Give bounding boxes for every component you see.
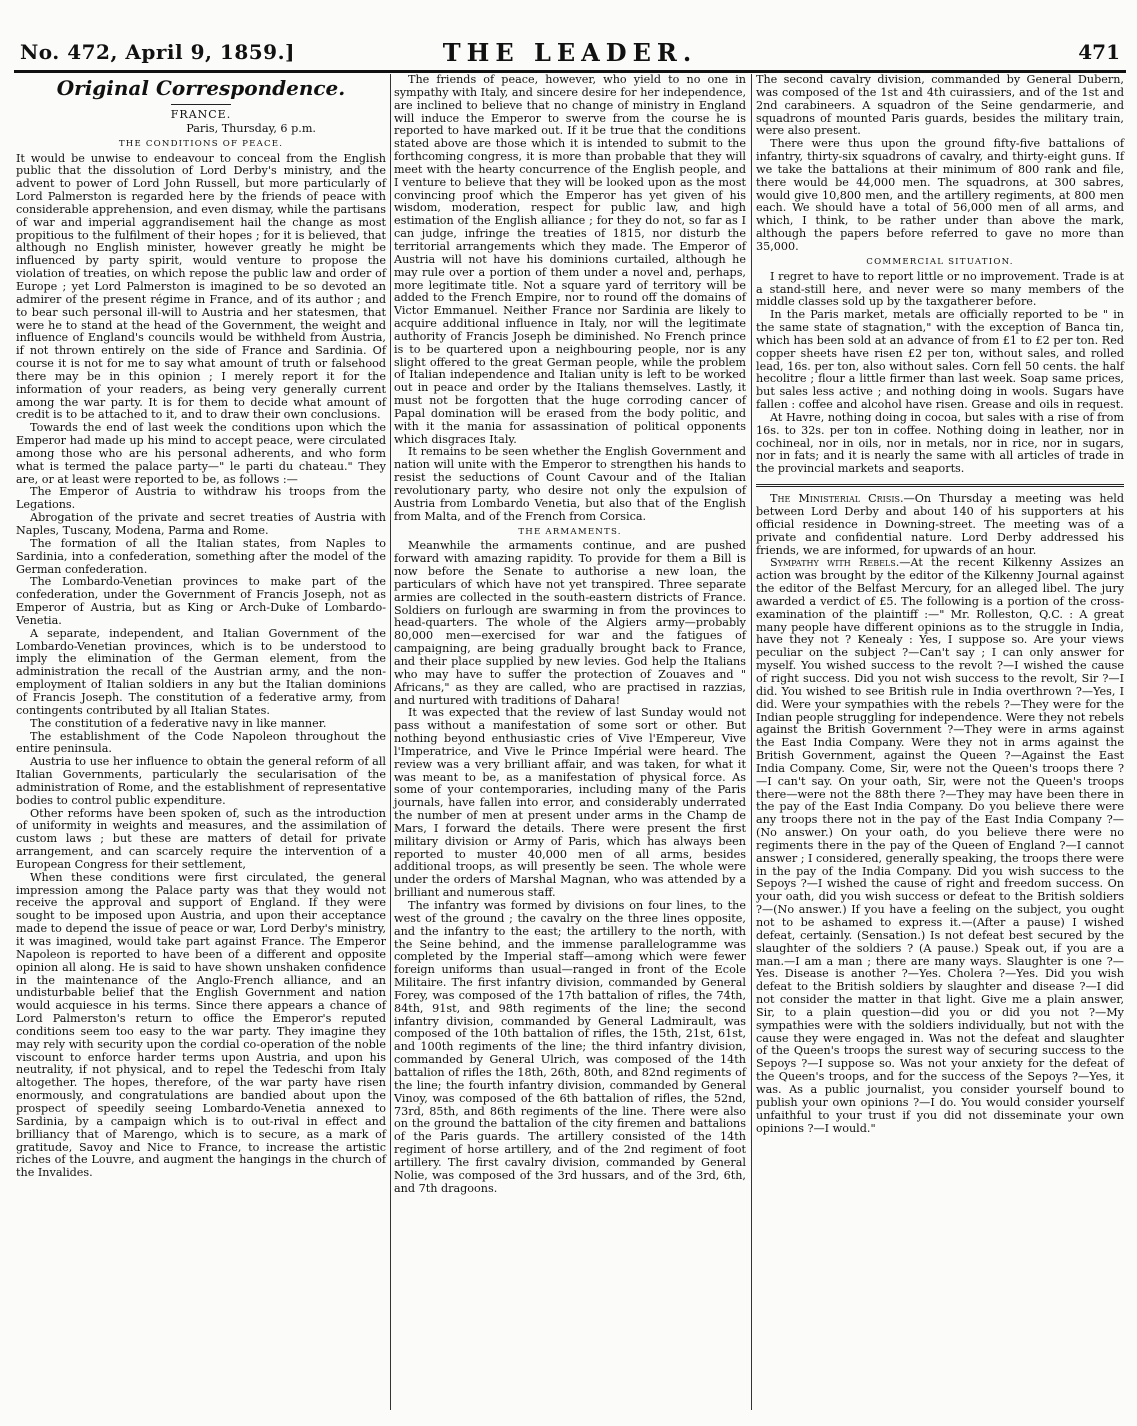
- column-2: [394, 74, 746, 1414]
- issue-line: No. 472, April 9, 1859.]: [20, 40, 295, 64]
- item-runin: The Ministerial Crisis.: [770, 492, 904, 506]
- paragraph: It remains to be seen whether the English Government and nation will unite with the Emperor to strengthen his hands to resist the seductions of Count Cavour and of the Italian revolutionary party, who desire not only the expulsion of Austria from Lombardo Venetia, but also that of the English from Malta, and of the French from Corsica.: [394, 445, 746, 523]
- dateline: Paris, Thursday, 6 p.m.: [186, 121, 316, 135]
- paragraph: Abrogation of the private and secret treaties of Austria with Naples, Tuscany, Modena, Parma and Rome.: [16, 511, 386, 537]
- paragraph: A separate, independent, and Italian Government of the Lombardo-Venetian provinces, which is to be understood to imply the elimination of the German element, from the administration the recall of the Austrian army, and the non-employment of Italian soldiers in any but the Italian dominions of Francis Joseph. The constitution of a federative army, from contingents contributed by all Italian States.: [16, 626, 386, 717]
- masthead: [10, 38, 1130, 72]
- column-1: [16, 74, 386, 1414]
- section-divider: [756, 484, 1124, 487]
- paragraph: There were thus upon the ground fifty-five battalions of infantry, thirty-six squadrons of cavalry, and thirty-eight guns. If we take the battalions at their minimum of 800 rank and file, there would be 44,000 men. The squadrons, at 300 sabres, would give 10,800 men, and the artillery regiments, at 800 men each. We should have a total of 56,000 men of all arms, and which, I think, to be rather under than above the mark, although the papers before referred to gave no more than 35,000.: [756, 137, 1124, 253]
- paragraph: In the Paris market, metals are officially reported to be " in the same state of stagnation," with the exception of Banca tin, which has been sold at an advance of from £1 to £2 per ton. Red copper sheets have risen £2 per ton, without sales, and rolled lead, 16s. per ton, also without sales. Corn fell 50 cents. the half hecolitre ; flour a little firmer than last week. Soap same prices, but sales less active ; and nothing doing in wools. Sugars have fallen : coffee and alcohol have risen. Grease and oils in request.: [756, 308, 1124, 412]
- paragraph: When these conditions were first circulated, the general impression among the Palace party was that they would not receive the approval and support of England. If they were sought to be imposed upon Austria, and upon their acceptance made to depend the issue of peace or war, Lord Derby's ministry, it was imagined, would take part against France. The Emperor Napoleon is reported to have been of a different and opposite opinion all along. He is said to have shown unshaken confidence in the maintenance of the Anglo-French alliance, and an undisturbable belief that the English Government and nation would acquiesce in his terms. Since there appears a chance of Lord Palmerston's return to office the Emperor's reputed conditions seem too easy to the war party. They imagine they may rely with security upon the cordial co-operation of the noble viscount to enforce harder terms upon Austria, and upon his neutrality, if not physical, and to repel the Tedeschi from Italy altogether. The hopes, therefore, of the war party have risen enormously, and congratulations are bandied about upon the prospect of speedily seeing Lombardo-Venetia annexed to Sardinia, by a campaign which is to out-rival in effect and brilliancy that of Marengo, which is to secure, as a mark of gratitude, Savoy and Nice to France, to increase the artistic riches of the Louvre, and augment the hangings in the church of the Invalides.: [16, 870, 386, 1180]
- news-item: [756, 493, 1124, 557]
- article-subhead: THE ARMAMENTS.: [518, 526, 622, 537]
- paragraph: The friends of peace, however, who yield to no one in sympathy with Italy, and sincere desire for her independence, are inclined to believe that no change of ministry in England will induce the Emperor to swerve from the course he is reported to have marked out. If it be true that the conditions stated above are those which it is intended to submit to the forthcoming congress, it is more than probable that they will meet with the hearty concurrence of the English people, and I venture to believe that they will be looked upon as the most convincing proof which the Emperor has yet given of his wisdom, moderation, respect for public law, and high estimation of the English alliance ; for they do not, so far as I can judge, infringe the treaties of 1815, nor disturb the territorial arrangements which they made. The Emperor of Austria will not have his dominions curtailed, although he may rule over a portion of them under a novel and, perhaps, more legitimate title. Not a square yard of territory will be added to the French Empire, nor to round off the domains of Victor Emmanuel. Neither France nor Sardinia are likely to acquire additional influence in Italy, nor will the legitimate authority of Francis Joseph be diminished. No French prince is to be quartered upon a neighbouring people, nor is any slight offered to the great German people, while the problem of Italian independence and Italian unity is left to be worked out in peace and order by the Italians themselves. Lastly, it must not be forgotten that the huge corroding cancer of Papal domination will be erased from the body politic, and with it the mania for assassination of political opponents which disgraces Italy.: [394, 73, 746, 446]
- paragraph: The second cavalry division, commanded by General Dubern, was composed of the 1st and 4th cuirassiers, and of the 1st and 2nd carabineers. A squadron of the Seine gendarmerie, and squadrons of mounted Paris guards, besides the military train, were also present.: [756, 73, 1124, 138]
- paragraph: Towards the end of last week the conditions upon which the Emperor had made up his mind to accept peace, were circulated among those who are his personal adherents, and who form what is termed the palace party—" le parti du chateau." They are, or at least were reported to be, as follows :—: [16, 421, 386, 486]
- paragraph: The establishment of the Code Napoleon throughout the entire peninsula.: [16, 729, 386, 756]
- paragraph: It would be unwise to endeavour to conceal from the English public that the dissolution of Lord Derby's ministry, and the advent to power of Lord John Russell, but more particularly of Lord Palmerston is regarded here by the friends of peace with considerable apprehension, and even dismay, while the partisans of war and imperial aggrandisement hail the change as most propitious to the fulfilment of their hopes ; for it is believed, that although no English minister, however greatly he might be influenced by party spirit, would venture to propose the violation of treaties, on which repose the public law and order of Europe ; yet Lord Palmerston is imagined to be so devoted an admirer of the present régime in France, and of its author ; and to bear such personal ill-will to Austria and her statesmen, that were he to stand at the head of the Government, the weight and influence of England's councils would be withheld from Austria, if not thrown entirely on the side of France and Sardinia. Of course it is not for me to say what amount of truth or falsehood there may be in this opinion ; I merely report it for the information of your readers, as being very generally current among the war party. It is for them to decide what amount of credit is to be attached to it, and to draw their own conclusions.: [16, 151, 386, 422]
- paragraph: Austria to use her influence to obtain the general reform of all Italian Governments, particularly the secularisation of the administration of Rome, and the establishment of representative bodies to control public expenditure.: [16, 755, 386, 807]
- paragraph: At Havre, nothing doing in cocoa, but sales with a rise of from 16s. to 32s. per ton in coffee. Nothing doing in leather, nor in cochineal, nor in oils, nor in metals, nor in rice, nor in sugars, nor in fats; and it is nearly the same with all articles of trade in the provincial markets and seaports.: [756, 410, 1124, 476]
- section-title: Original Correspondence.: [56, 76, 346, 100]
- column-divider: [751, 74, 752, 1410]
- article-subhead: COMMERCIAL SITUATION.: [866, 256, 1014, 267]
- place-heading: FRANCE.: [170, 108, 232, 121]
- paragraph: The constitution of a federative navy in like manner.: [30, 716, 327, 730]
- paragraph: The formation of all the Italian states, from Naples to Sardinia, into a confederation, something after the model of the German confederation.: [16, 536, 386, 576]
- paragraph: Other reforms have been spoken of, such as the introduction of uniformity in weights and measures, and the assimilation of custom laws ; but these are matters of detail for private arrangement, and can scarcely require the intervention of a European Congress for their settlement,: [16, 806, 386, 871]
- news-item: [756, 557, 1124, 1135]
- column-divider: [390, 74, 391, 1410]
- newspaper-title: THE LEADER.: [442, 38, 698, 67]
- column-3: [756, 74, 1124, 1414]
- paragraph: I regret to have to report little or no improvement. Trade is at a stand-still here, and never were so many members of the middle classes sold up by the taxgatherer before.: [756, 269, 1124, 309]
- paragraph: The Emperor of Austria to withdraw his troops from the Legations.: [16, 485, 386, 512]
- divider: [171, 104, 231, 105]
- item-runin: Sympathy with Rebels.: [770, 556, 900, 570]
- paragraph: The Lombardo-Venetian provinces to make part of the confederation, under the Government of Francis Joseph, not as Emperor of Austria, but as King or Arch-Duke of Lombardo-Venetia.: [16, 575, 386, 627]
- paragraph: The infantry was formed by divisions on four lines, to the west of the ground ; the cavalry on the three lines opposite, and the infantry to the east; the artillery to the north, with the Seine behind, and the immense parallelogramme was completed by the Imperial staff—among which were fewer foreign uniforms than usual—ranged in front of the Ecole Militaire. The first infantry division, commanded by General Forey, was composed of the 17th battalion of rifles, the 74th, 84th, 91st, and 98th regiments of the line; the second infantry division, commanded by General Ladmirault, was composed of the 10th battalion of rifles, the 15th, 21st, 61st, and 100th regiments of the line; the third infantry division, commanded by General Ulrich, was composed of the 14th battalion of rifles the 18th, 26th, 80th, and 82nd regiments of the line; the fourth infantry division, commanded by General Vinoy, was composed of the 6th battalion of rifles, the 52nd, 73rd, 85th, and 86th regiments of the line. There were also on the ground the battalion of the city firemen and battalions of the Paris guards. The artillery consisted of the 14th regiment of horse artillery, and of the 2nd regiment of foot artillery. The first cavalry division, commanded by General Nolie, was composed of the 3rd hussars, and of the 3rd, 6th, and 7th dragoons.: [394, 899, 746, 1195]
- item-text: —At the recent Kilkenny Assizes an action was brought by the editor of the Kilkenny Journal against the editor of the Belfast Mercury, for an alleged libel. The jury awarded a verdict of £5. The following is a portion of the cross-examination of the plaintiff :—" Mr. Rolleston, Q.C. : A great many people have different opinions as to the struggle in India, have they not ? Kenealy : Yes, I suppose so. Are your views peculiar on the subject ?—Can't say ; I can only answer for myself. You wished success to the revolt ?—I wished the cause of right success. Did you not wish success to the revolt, Sir ?—I did. You wished to see British rule in India overthrown ?—Yes, I did. Were your sympathies with the rebels ?—They were for the Indian people struggling for independence. Were they not rebels against the British Government ?—They were in arms against the East India Company. Were they not in arms against the British Government, against the Queen ?—Against the East India Company. Come, Sir, were not the Queen's troops there ?—I can't say. On your oath, Sir, were not the Queen's troops there—were not the 88th there ?—They may have been there in the pay of the East India Company. Do you believe there were any troops there not in the pay of the East India Company ?—(No answer.) On your oath, do you believe there were no regiments there in the pay of the Queen of England ?—I cannot answer ; I considered, generally speaking, the troops there were in the pay of the India Company. Did you wish success to the Sepoys ?—I wished the cause of right and freedom success. On your oath, did you wish success or defeat to the British soldiers ?—(No answer.) If you have a feeling on the subject, you ought not to be ashamed to express it.—(After a pause) I wished defeat, certainly. (Sensation.) Is not defeat best secured by the slaughter of the soldiers ? (A pause.) Speak out, if you are a man.—I am a man ; there are many ways. Slaughter is one ?—Yes. Disease is another ?—Yes. Cholera ?—Yes. Did you wish defeat to the British soldiers by slaughter and disease ?—I did not consider the matter in that light. Give me a plain answer, Sir, to a plain question—did you or did you not ?—My sympathies were with the soldiers individually, but not with the cause they were engaged in. Was not the defeat and slaughter of the Queen's troops the surest way of securing success to the Sepoys ?—I suppose so. Was not your anxiety for the defeat of the Queen's troops, and for the success of the Sepoys ?—Yes, it was. As a public journalist, you consider yourself bound to publish your own opinions ?—I do. You would consider yourself unfaithful to your trust if you did not disseminate your own opinions ?—I would.": [756, 556, 1125, 1135]
- paragraph: It was expected that the review of last Sunday would not pass without a manifestation of some sort or other. But nothing beyond enthusiastic cries of Vive l'Empereur, Vive l'Imperatrice, and Vive le Prince Impérial were heard. The review was a very brilliant affair, and was taken, for what it was meant to be, as a manifestation of physical force. As some of your contemporaries, including many of the Paris journals, have fallen into error, and considerably underrated the number of men at present under arms in the Champ de Mars, I forward the details. There were present the first military division or Army of Paris, which has always been reported to muster 40,000 men of all arms, besides additional troops, as will presently be seen. The whole were under the orders of Marshal Magnan, who was attended by a brilliant and numerous staff.: [394, 706, 746, 900]
- paragraph: Meanwhile the armaments continue, and are pushed forward with amazing rapidity. To provide for them a Bill is now before the Senate to authorise a new loan, the particulars of which have not yet transpired. Three separate armies are collected in the south-eastern districts of France. Soldiers on furlough are swarming in from the provinces to head-quarters. The whole of the Algiers army—probably 80,000 men—exercised for war and the fatigues of campaigning, are being gradually brought back to France, and their place supplied by new levies. God help the Italians who may have to suffer the protection of Zouaves and " Africans," as they are called, who are practised in razzias, and nurtured with traditions of Dahara!: [394, 539, 746, 707]
- article-subhead: THE CONDITIONS OF PEACE.: [118, 138, 284, 149]
- page-number: 471: [1078, 40, 1120, 64]
- item-text: —On Thursday a meeting was held between Lord Derby and about 140 of his supporters at his official residence in Downing-street. The meeting was of a private and confidential nature. Lord Derby addressed his friends, we are informed, for upwards of an hour.: [756, 492, 1124, 557]
